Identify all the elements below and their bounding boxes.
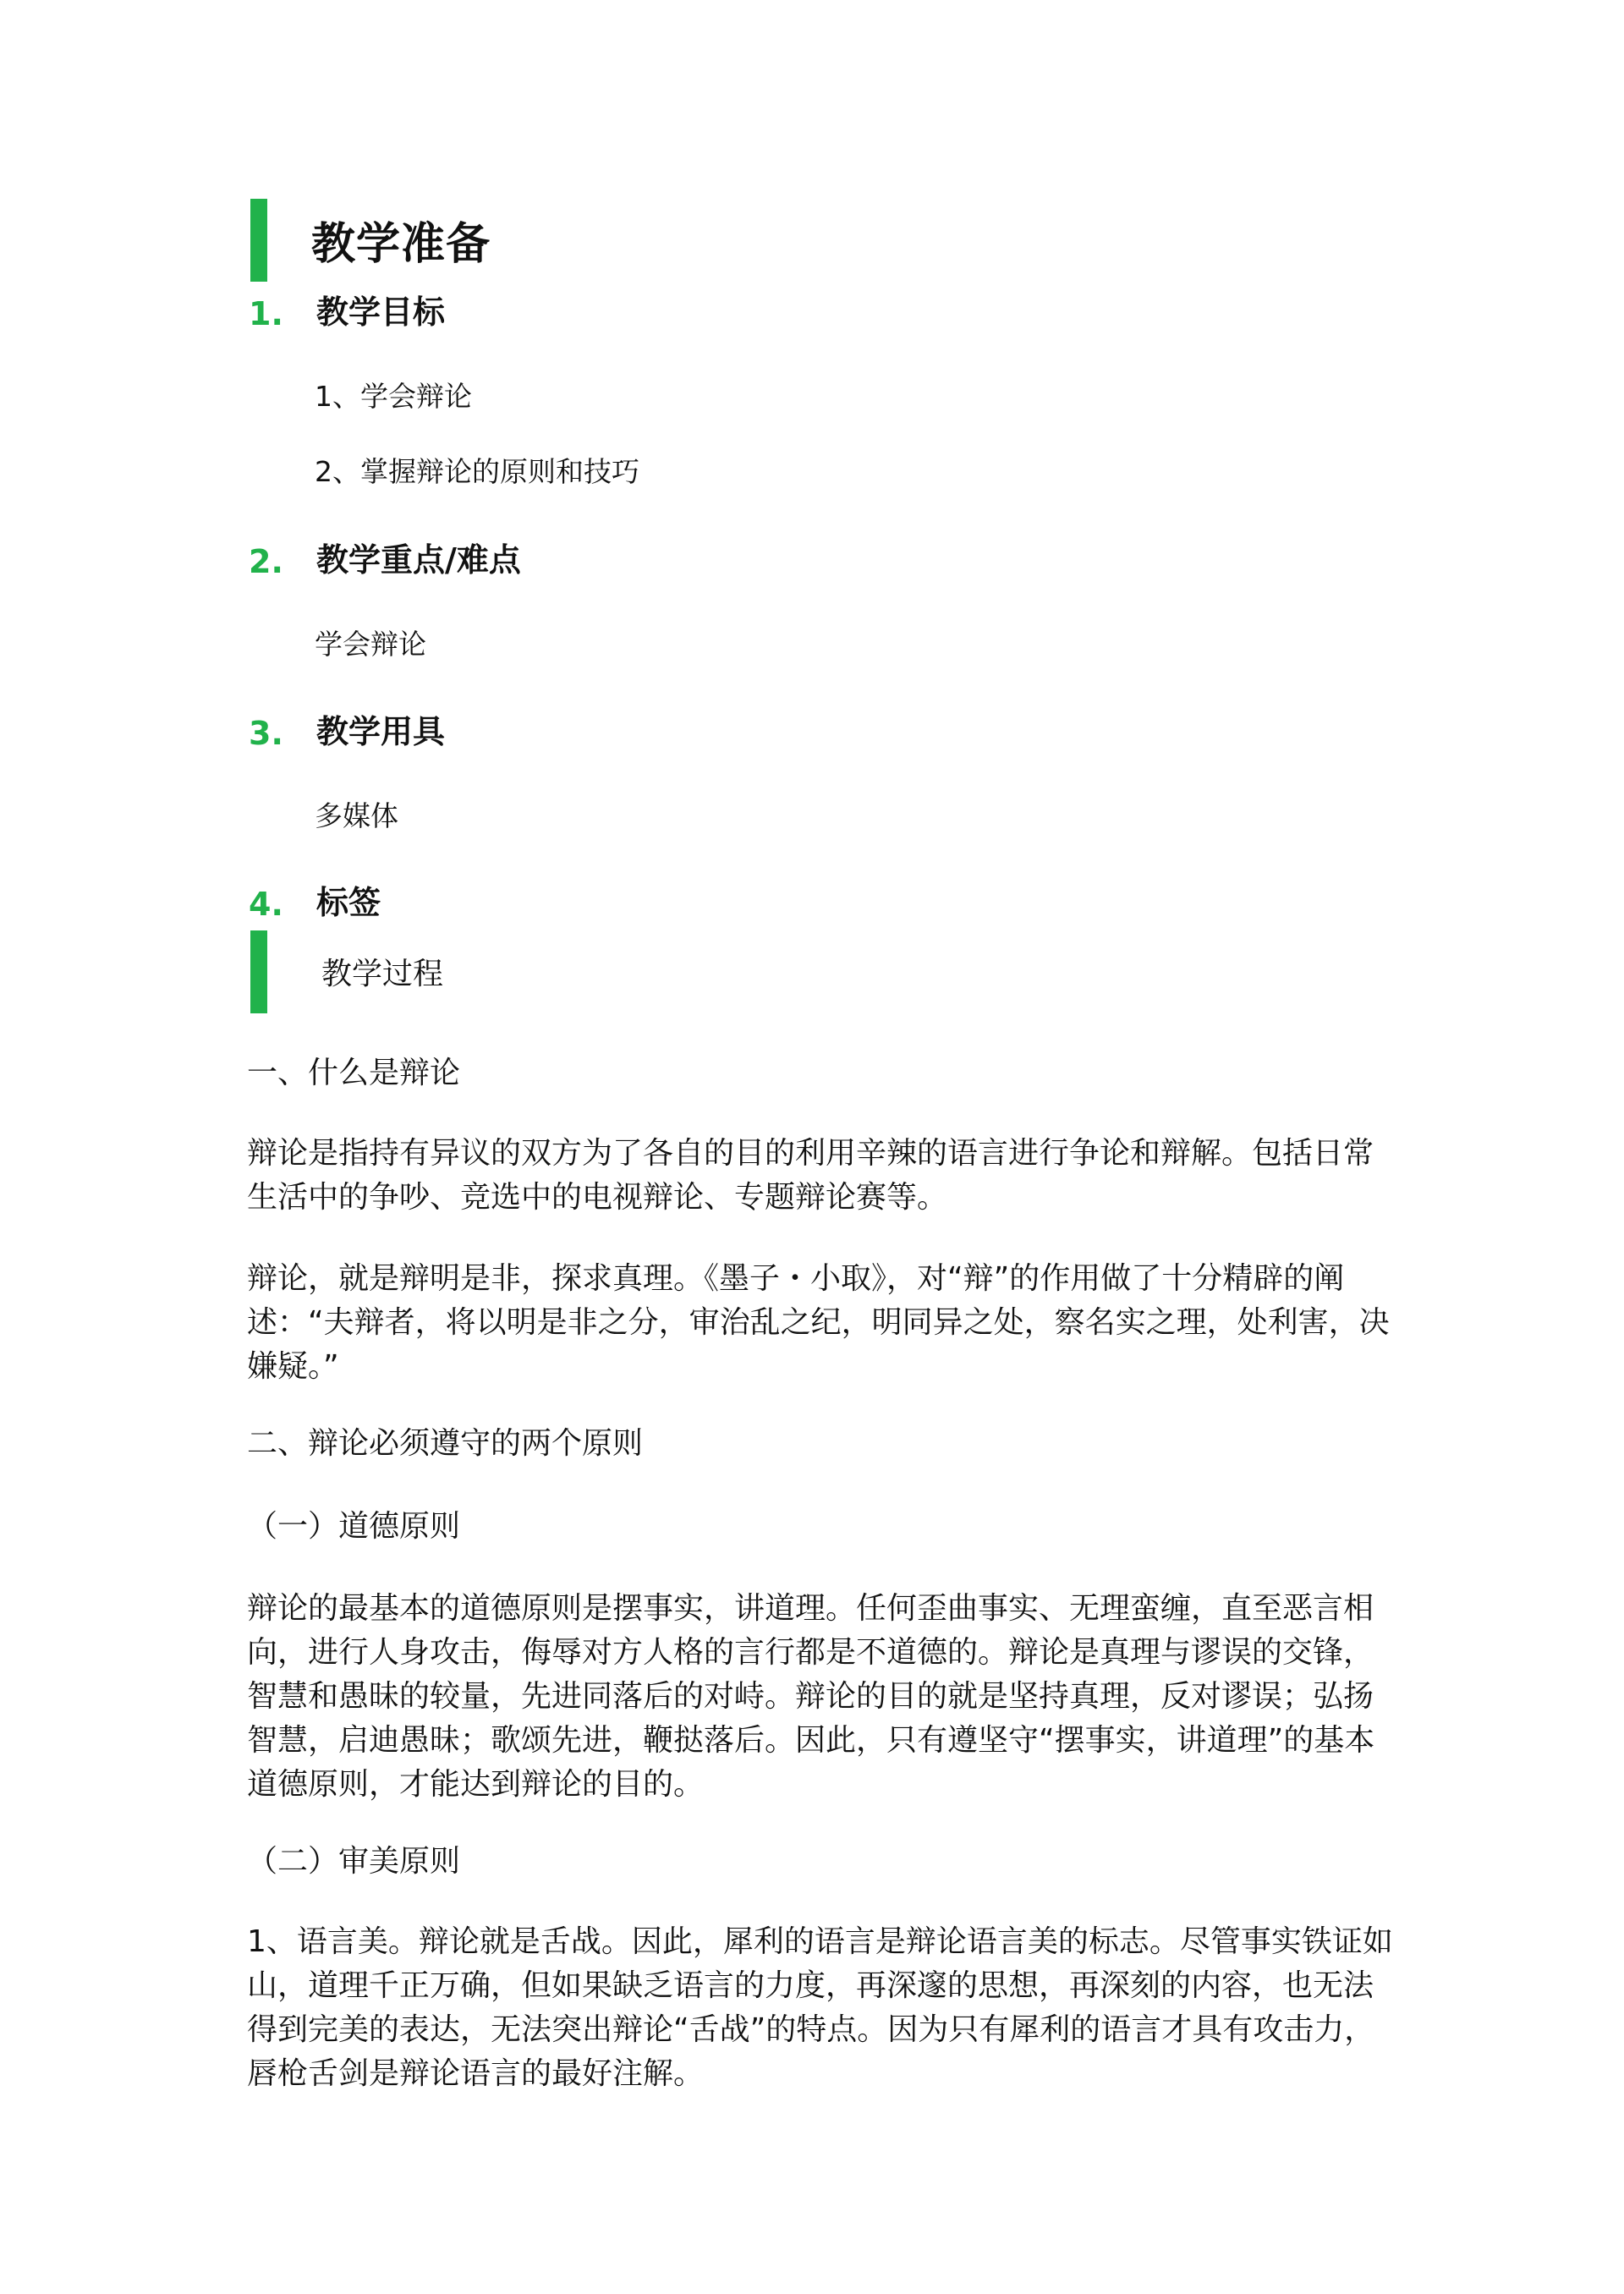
body-subheading: （一）道德原则: [247, 1509, 461, 1544]
section-item: 1、学会辩论: [315, 380, 472, 413]
section-title: 标签: [316, 884, 381, 921]
title-accent-bar: [250, 199, 267, 282]
section-number: 1.: [249, 295, 283, 332]
body-paragraph: 1、语言美。辩论就是舌战。因此，犀利的语言是辩论语言美的标志。尽管事实铁证如山，道理千正万确，但如果缺乏语言的力度，再深邃的思想，再深刻的内容，也无法得到完美的表达，无法突出辩论“舌战”的特点。因为只有犀利的语言才具有攻击力，唇枪舌剑是辩论语言的最好注解。: [247, 1924, 1393, 2091]
body-heading: 二、辩论必须遵守的两个原则: [247, 1426, 644, 1461]
section-title: 教学用具: [316, 713, 446, 750]
body-heading: 一、什么是辩论: [247, 1056, 461, 1090]
section-item: 多媒体: [315, 799, 398, 832]
section-item: 学会辩论: [315, 628, 426, 661]
process-accent-bar: [250, 930, 267, 1013]
body-paragraph: 辩论的最基本的道德原则是摆事实，讲道理。任何歪曲事实、无理蛮缠，直至恶言相向，进行人身攻击，侮辱对方人格的言行都是不道德的。辩论是真理与谬误的交锋，智慧和愚昧的较量，先进同落后的对峙。辩论的目的就是坚持真理，反对谬误；弘扬智慧，启迪愚昧；歌颂先进，鞭挞落后。因此，只有遵坚守“摆事实，讲道理”的基本道德原则，才能达到辩论的目的。: [247, 1591, 1375, 1802]
section-title: 教学目标: [316, 294, 446, 331]
section-number: 4.: [249, 886, 283, 923]
section-number: 2.: [249, 543, 283, 580]
body-paragraph: 辩论，就是辩明是非，探求真理。《墨子・小取》，对“辩”的作用做了十分精辟的阐述：“夫辩者，将以明是非之分，审治乱之纪，明同异之处，察名实之理，处利害，决嫌疑。”: [247, 1261, 1390, 1384]
page-title: 教学准备: [311, 219, 491, 270]
body-paragraph: 辩论是指持有异议的双方为了各自的目的利用辛辣的语言进行争论和辩解。包括日常生活中的争吵、竞选中的电视辩论、专题辩论赛等。: [247, 1136, 1374, 1215]
process-label: 教学过程: [321, 957, 444, 991]
section-title: 教学重点/难点: [316, 541, 521, 579]
section-item: 2、掌握辩论的原则和技巧: [315, 455, 639, 488]
section-number: 3.: [249, 715, 283, 752]
body-subheading: （二）审美原则: [247, 1844, 461, 1879]
